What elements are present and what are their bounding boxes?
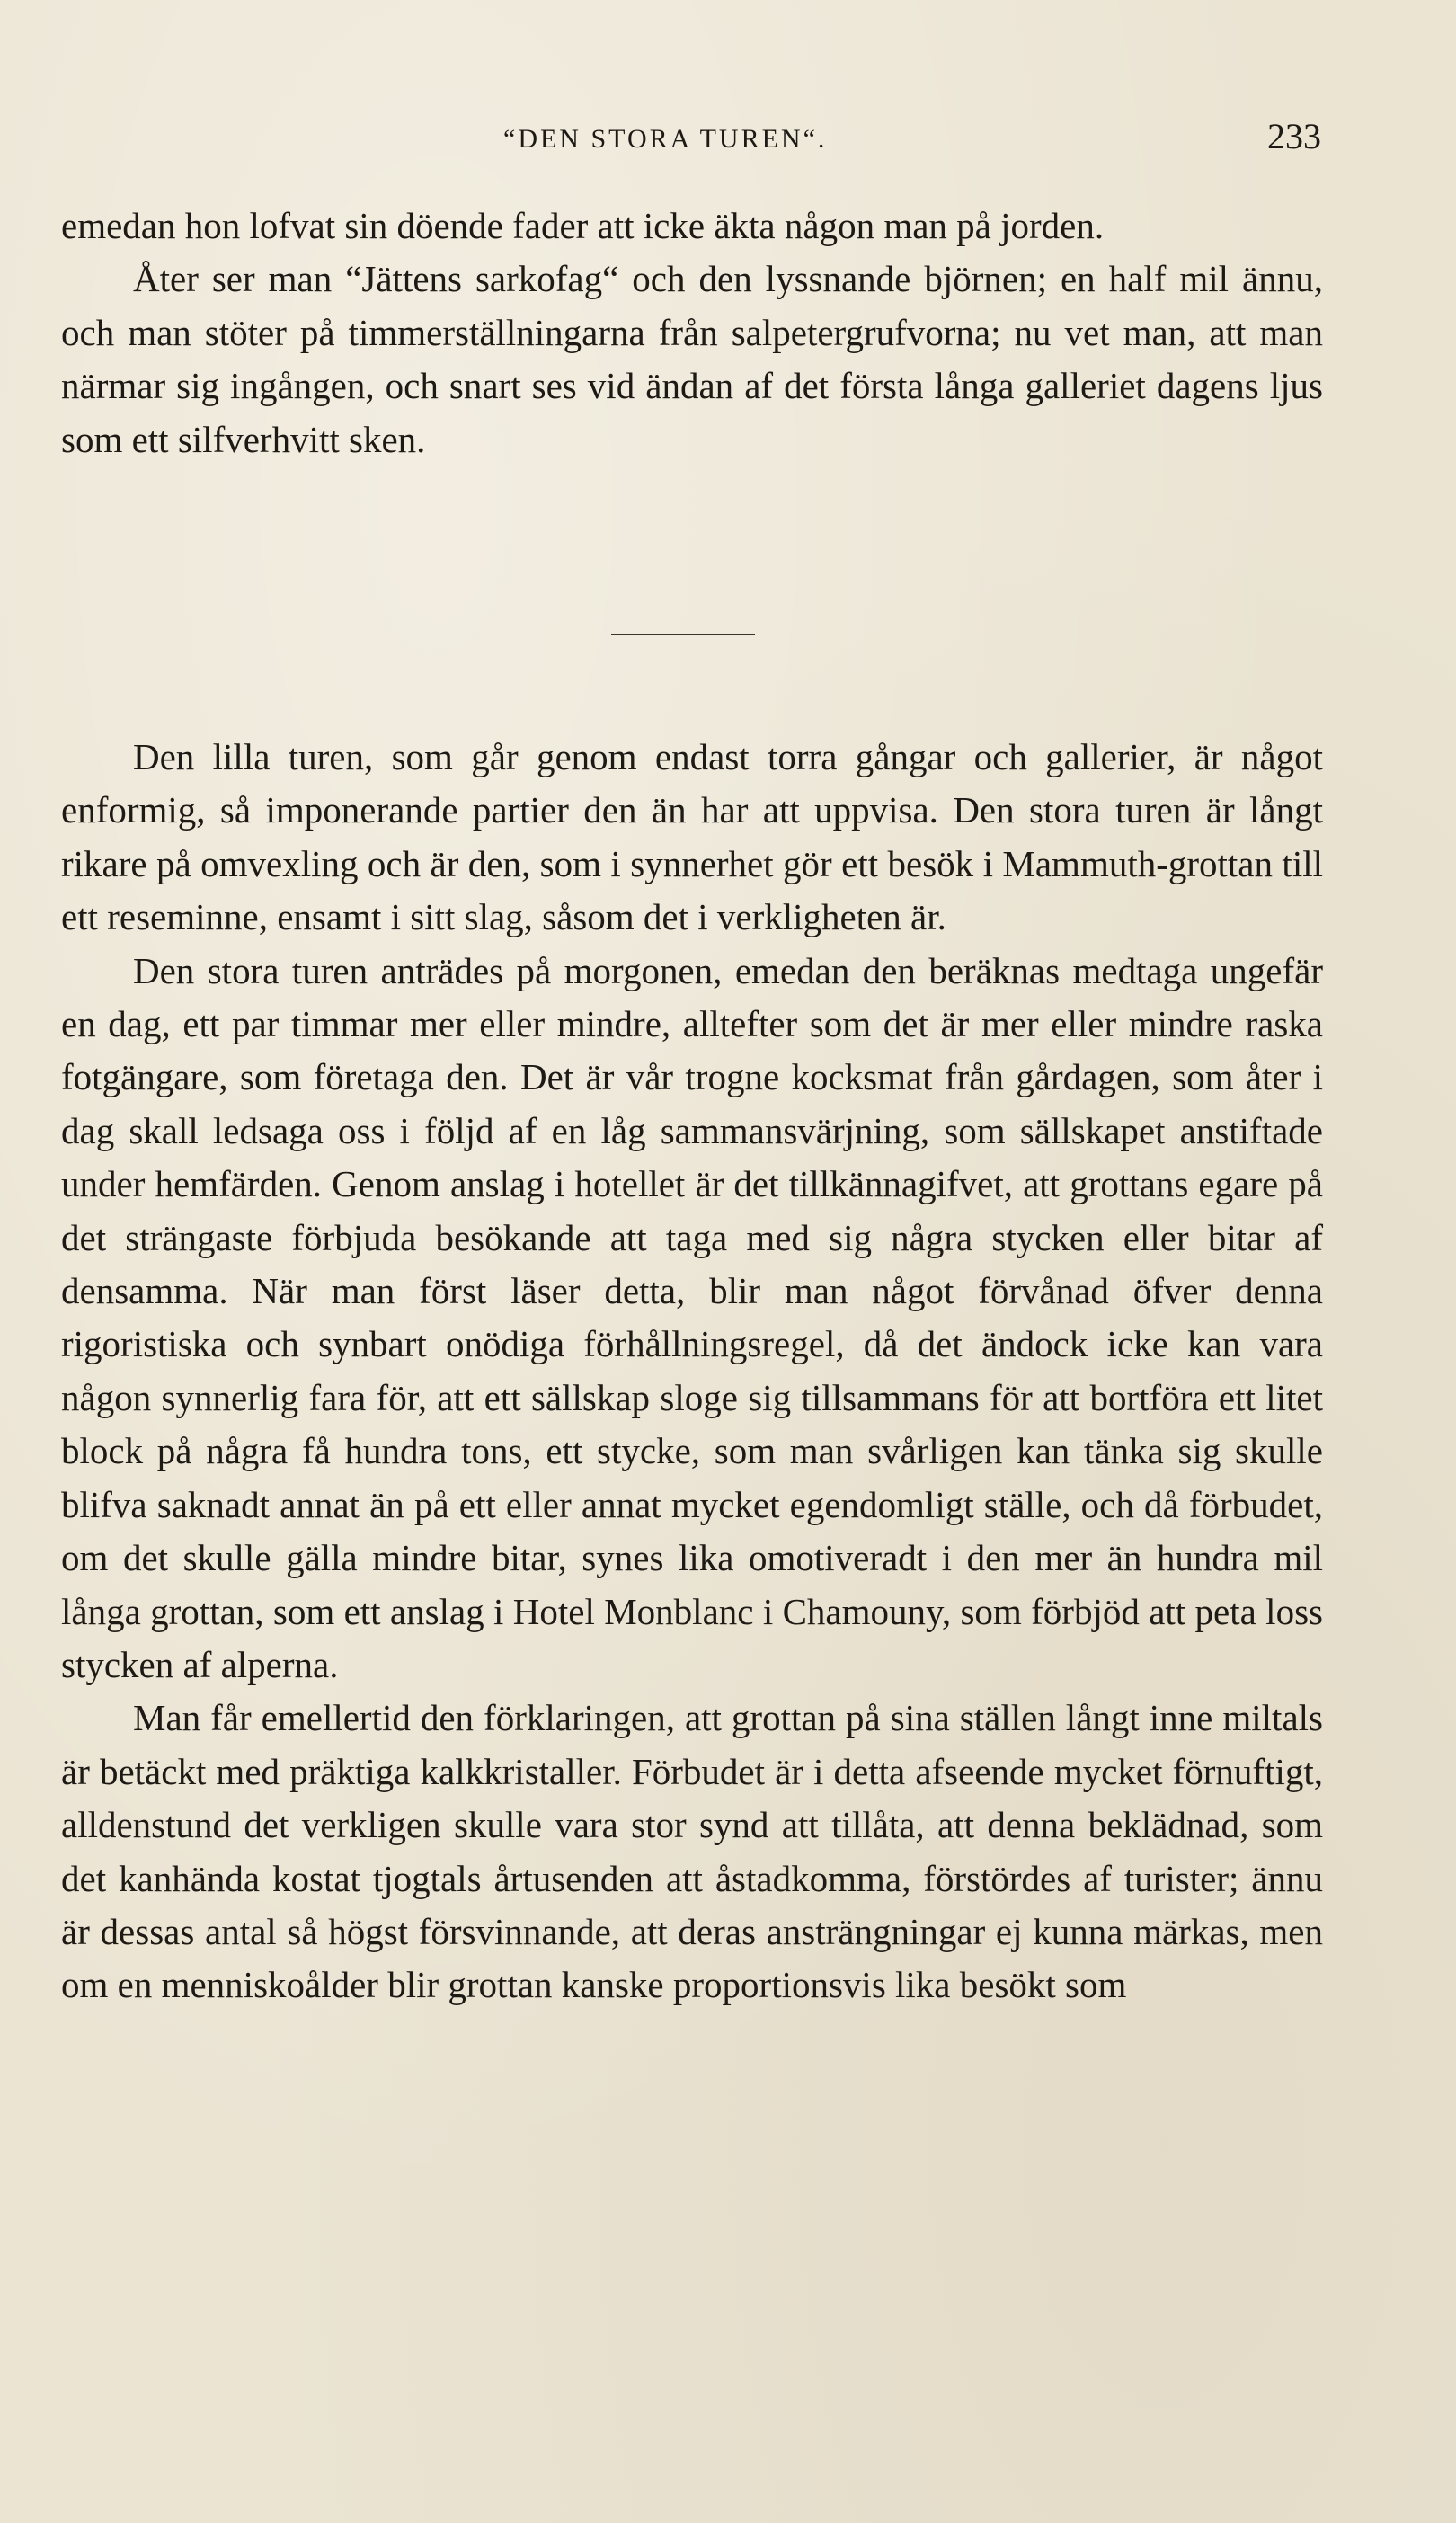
paragraph-continued: emedan hon lofvat sin döende fader att icke äkta någon man på jorden. bbox=[61, 205, 1105, 246]
paragraph: Den stora turen anträdes på morgonen, emedan den beräknas medtaga ungefär en dag, ett par timmar mer eller mindre, alltefter som det är mer eller mindre raska fotgängare, som företaga den. Det är vår trogne kocksmat från gårdagen, som åter i dag skall ledsaga oss i följd af en låg sammansvärjning, som sällskapet anstiftade under hemfärden. Genom anslag i hotellet är det tillkännagifvet, att grottans egare på det strängaste förbjuda besökande att taga med sig några stycken eller bitar af densamma. När man först läser detta, blir man något förvånad öfver denna rigoristiska och synbart onödiga förhållningsregel, då det ändock icke kan vara någon synnerlig fara för, att ett sällskap sloge sig tillsammans för att bortföra ett litet block på några få hundra tons, ett stycke, som man svårligen kan tänka sig skulle blifva saknadt annat än på ett eller annat mycket egendomligt ställe, och då förbudet, om det skulle gälla mindre bitar, synes lika omotiveradt i den mer än hundra mil långa grottan, som ett anslag i Hotel Monblanc i Chamouny, som förbjöd att peta loss stycken af alperna. bbox=[61, 949, 1323, 1685]
page-number: 233 bbox=[1267, 116, 1321, 156]
section-one-text bbox=[61, 200, 1323, 466]
paragraph: Den lilla turen, som går genom endast torra gångar och gallerier, är något enformig, så imponerande partier den än har att uppvisa. Den stora turen är långt rikare på omvexling och är den, som i synnerhet gör ett besök i Mammuth-grottan till ett reseminne, ensamt i sitt slag, såsom det i verkligheten är. bbox=[61, 736, 1323, 938]
section-two-text bbox=[61, 731, 1323, 2012]
running-head bbox=[0, 115, 1456, 169]
running-title: “DEN STORA TUREN“. bbox=[503, 124, 828, 154]
paragraph: Man får emellertid den förklaringen, att grottan på sina ställen långt inne miltals är betäckt med präktiga kalkkristaller. Förbudet är i detta afseende mycket förnuftigt, alldenstund det verkligen skulle vara stor synd att tillåta, att denna beklädnad, som det kanhända kostat tjogtals årtusenden att åstadkomma, förstördes af turister; ännu är dessas antal så högst försvinnande, att deras ansträngningar ej kunna märkas, men om en menniskoålder blir grottan kanske proportionsvis lika besökt som bbox=[61, 1697, 1323, 2006]
section-divider bbox=[611, 634, 755, 635]
paragraph: Åter ser man “Jättens sarkofag“ och den lyssnande björnen; en half mil ännu, och man stöter på timmerställningarna från salpetergrufvorna; nu vet man, att man närmar sig ingången, och snart ses vid ändan af det första långa galleriet dagens ljus som ett silfverhvitt sken. bbox=[61, 258, 1323, 460]
